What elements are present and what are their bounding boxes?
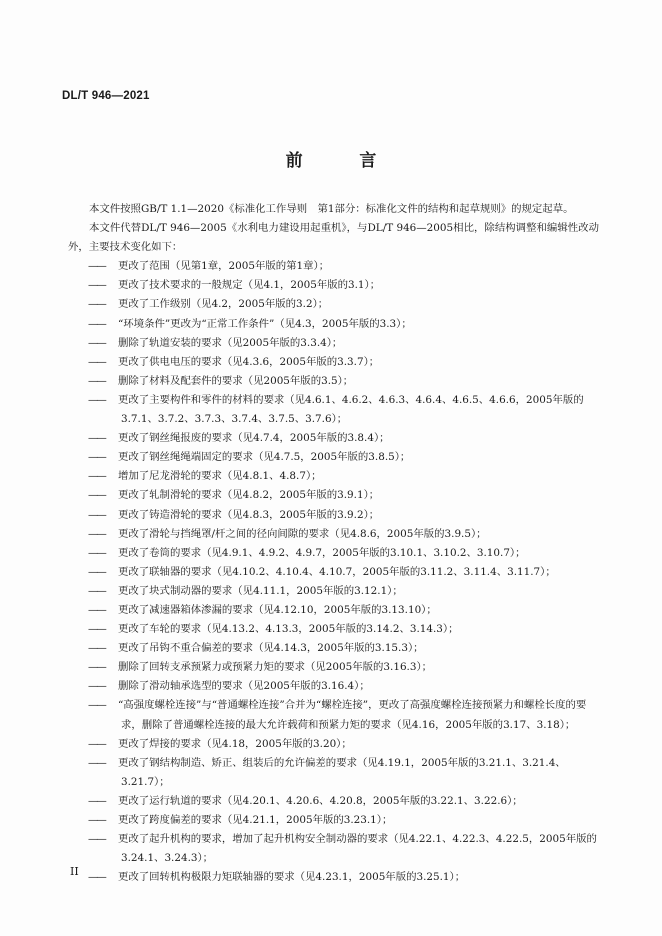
list-item-text: 更改了起升机构的要求，增加了起升机构安全制动器的要求（见4.22.1、4.22.3、4.22.5，2005年版的3.24.1、3.24.3）；	[118, 833, 597, 865]
list-dash: ——	[88, 565, 105, 578]
list-dash: ——	[88, 623, 105, 636]
list-item-text: 增加了尼龙滑轮的要求（见4.8.1、4.8.7）；	[118, 470, 322, 483]
list-item	[68, 830, 599, 868]
list-item-text: 更改了卷筒的要求（见4.9.1、4.9.2、4.9.7，2005年版的3.10.1、3.10.2、3.10.7）；	[118, 546, 526, 559]
list-item-text: 删除了回转支承预紧力或预紧力矩的要求（见2005年版的3.16.3）；	[118, 661, 433, 674]
list-item-text: 更改了工作级别（见4.2，2005年版的3.2）；	[118, 298, 329, 311]
list-dash: ——	[88, 451, 105, 464]
list-dash: ——	[88, 546, 105, 559]
list-item-text: 更改了供电电压的要求（见4.3.6，2005年版的3.3.7）；	[118, 355, 380, 368]
list-item-text: 更改了运行轨道的要求（见4.20.1、4.20.6、4.20.8，2005年版的3.22.1、3.22.6）；	[118, 794, 523, 807]
list-item	[68, 315, 599, 334]
list-dash: ——	[88, 814, 105, 826]
list-dash: ——	[88, 508, 105, 521]
list-item	[68, 620, 599, 639]
list-item	[68, 486, 599, 505]
paragraph-replacement: 本文件代替DL/T 946—2005《水利电力建设用起重机》，与DL/T 946—2005相比，除结构调整和编辑性改动外，主要技术变化如下：	[68, 222, 599, 254]
list-dash: ——	[88, 699, 105, 712]
list-item	[68, 353, 599, 372]
list-dash: ——	[88, 737, 105, 750]
list-item	[68, 506, 599, 525]
list-item-text: 更改了吊钩不重合偏差的要求（见4.14.3，2005年版的3.15.3）；	[118, 642, 424, 655]
list-dash: ——	[88, 298, 105, 311]
list-item	[68, 811, 599, 830]
list-item-text: 删除了滑动轴承选型的要求（见2005年版的3.16.4）；	[118, 680, 370, 693]
list-dash: ——	[88, 756, 105, 769]
page-number: II	[70, 865, 79, 878]
list-item-text: 更改了钢丝绳报废的要求（见4.7.4，2005年版的3.8.4）；	[118, 432, 390, 445]
list-item-text: 更改了钢丝绳绳端固定的要求（见4.7.5，2005年版的3.8.5）；	[118, 451, 411, 464]
list-item-text: 更改了轧制滑轮的要求（见4.8.2，2005年版的3.9.1）；	[118, 489, 380, 502]
list-dash: ——	[88, 336, 105, 349]
list-item-text: 更改了车轮的要求（见4.13.2、4.13.3，2005年版的3.14.2、3.14.3）；	[118, 623, 459, 636]
list-item	[68, 257, 599, 276]
list-dash: ——	[88, 871, 105, 884]
list-item-text: “高强度螺栓连接”与“普通螺栓连接”合并为“螺栓连接”，更改了高强度螺栓连接预紧力和螺栓长度的要求，删除了普通螺栓连接的最大允许载荷和预紧力矩的要求（见4.16，2005年版的3.17、3.18）；	[118, 699, 587, 731]
list-item	[68, 448, 599, 467]
list-item	[68, 563, 599, 582]
list-item-text: 更改了范围（见第1章，2005年版的第1章）；	[118, 260, 330, 273]
document-code: DL/T 946—2021	[62, 90, 150, 102]
list-dash: ——	[88, 393, 105, 406]
list-dash: ——	[88, 470, 105, 483]
list-item	[68, 639, 599, 658]
list-dash: ——	[88, 317, 105, 330]
list-dash: ——	[88, 374, 105, 387]
paragraph-drafting-rules: 本文件按照GB/T 1.1—2020《标准化工作导则 第1部分：标准化文件的结构和起草规则》的规定起草。	[89, 203, 574, 215]
list-item	[68, 295, 599, 314]
list-dash: ——	[88, 489, 105, 502]
list-item-text: 更改了主要构件和零件的材料的要求（见4.6.1、4.6.2、4.6.3、4.6.4、4.6.5、4.6.6，2005年版的3.7.1、3.7.2、3.7.3、3.7.4、3.7.5、3.7.6）；	[118, 393, 584, 426]
list-item	[68, 735, 599, 754]
technical-changes-list	[68, 257, 599, 887]
list-item-text: 更改了跨度偏差的要求（见4.21.1，2005年版的3.23.1）；	[118, 814, 393, 826]
list-item	[68, 525, 599, 544]
list-dash: ——	[88, 432, 105, 445]
list-dash: ——	[88, 355, 105, 368]
list-item	[68, 754, 599, 792]
list-item-text: 更改了减速器箱体渗漏的要求（见4.12.10，2005年版的3.13.10）；	[118, 603, 437, 616]
list-item	[68, 677, 599, 696]
list-dash: ——	[88, 661, 105, 674]
list-item-text: 更改了滑轮与挡绳罩/杆之间的径向间隙的要求（见4.8.6，2005年版的3.9.5）；	[118, 527, 487, 540]
list-item-text: 更改了技术要求的一般规定（见4.1，2005年版的3.1）；	[118, 279, 381, 292]
list-item-text: 更改了钢结构制造、矫正、组装后的允许偏差的要求（见4.19.1，2005年版的3.21.1、3.21.4、3.21.7）；	[118, 756, 566, 788]
list-item	[68, 391, 599, 429]
list-dash: ——	[88, 642, 105, 655]
list-item	[68, 372, 599, 391]
list-item-text: 更改了焊接的要求（见4.18，2005年版的3.20）；	[118, 737, 352, 750]
list-item-text: 更改了联轴器的要求（见4.10.2、4.10.4、4.10.7，2005年版的3.11.2、3.11.4、3.11.7）；	[118, 565, 556, 578]
list-item	[68, 696, 599, 734]
list-item-text: 更改了块式制动器的要求（见4.11.1，2005年版的3.12.1）；	[118, 584, 403, 597]
list-dash: ——	[88, 794, 105, 807]
list-item	[68, 467, 599, 486]
list-item	[68, 334, 599, 353]
list-item-text: 删除了轨道安装的要求（见2005年版的3.3.4）；	[118, 336, 343, 349]
list-item-text: 更改了铸造滑轮的要求（见4.8.3，2005年版的3.9.2）；	[118, 508, 380, 521]
list-item	[68, 276, 599, 295]
list-item	[68, 544, 599, 563]
list-item	[68, 792, 599, 811]
list-item-text: 删除了材料及配套件的要求（见2005年版的3.5）；	[118, 374, 354, 387]
list-item-text: 更改了回转机构极限力矩联轴器的要求（见4.23.1，2005年版的3.25.1）；	[118, 871, 466, 884]
foreword-body	[68, 200, 599, 887]
list-dash: ——	[88, 584, 105, 597]
list-dash: ——	[88, 527, 105, 540]
list-item	[68, 868, 599, 887]
list-dash: ——	[88, 260, 105, 273]
list-dash: ——	[88, 680, 105, 693]
list-item	[68, 658, 599, 677]
list-item	[68, 582, 599, 601]
list-dash: ——	[88, 603, 105, 616]
page-title: 前 言	[285, 151, 403, 170]
list-dash: ——	[88, 279, 105, 292]
list-item	[68, 429, 599, 448]
list-item	[68, 601, 599, 620]
list-dash: ——	[88, 833, 105, 846]
list-item-text: “环境条件”更改为“正常工作条件”（见4.3，2005年版的3.3）；	[118, 317, 412, 330]
